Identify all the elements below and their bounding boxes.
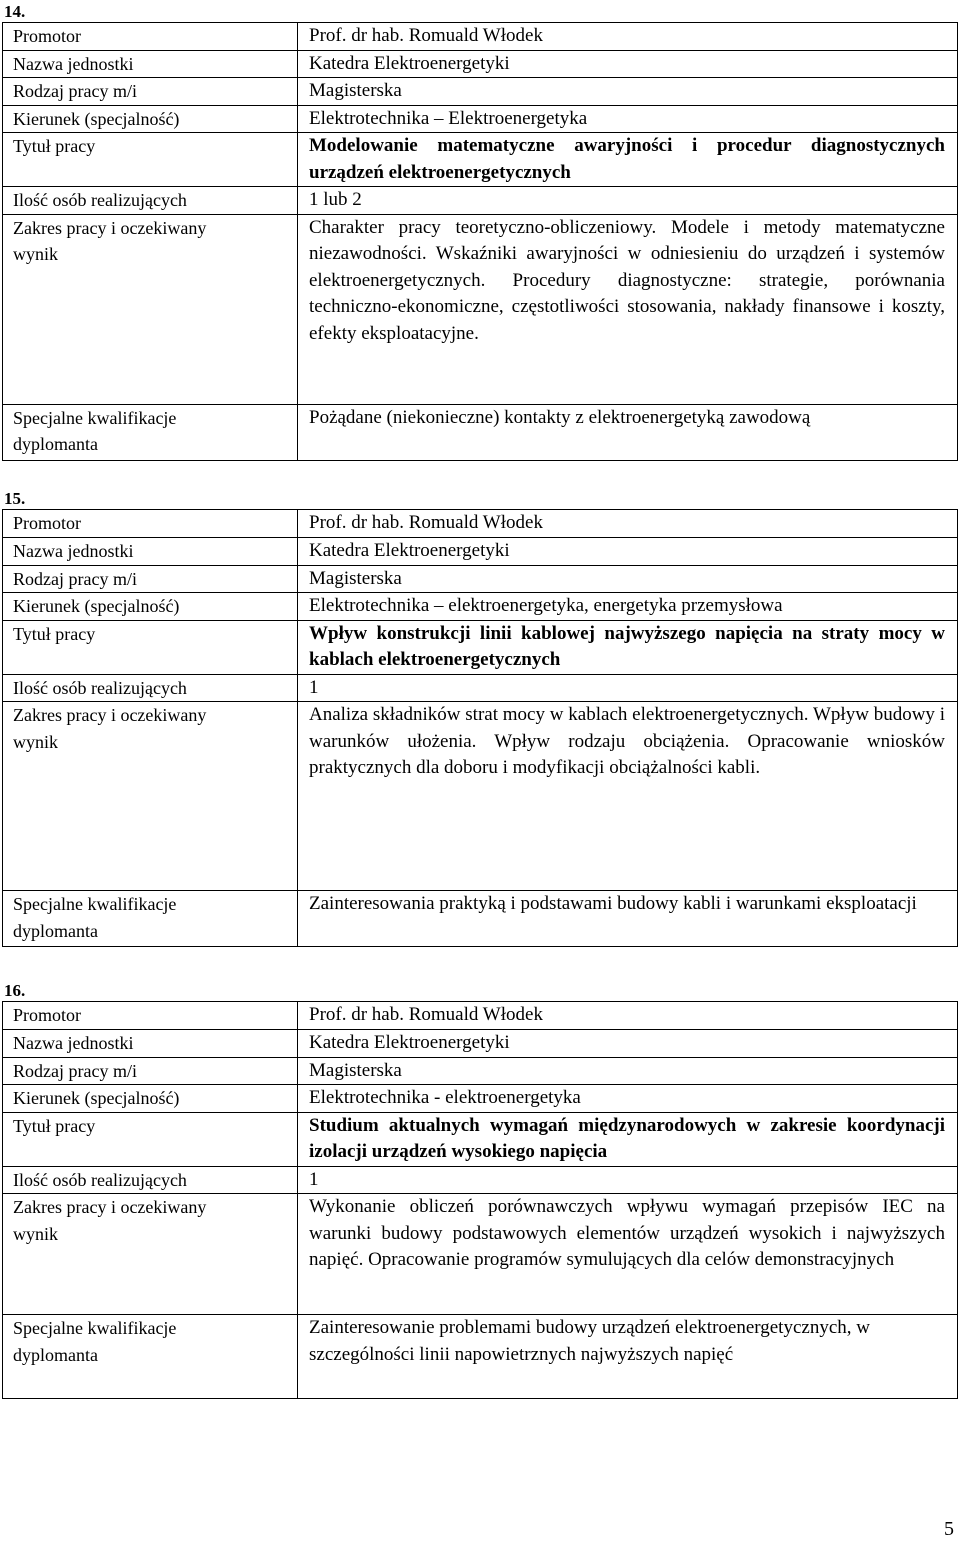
entry-number: 15.: [4, 489, 26, 508]
label-scope: [3, 1194, 298, 1315]
label-persons: Ilość osób realizujących: [3, 674, 298, 702]
label-type: Rodzaj pracy m/i: [3, 78, 298, 106]
value-title: Modelowanie matematyczne awaryjności i procedur diagnostycznych urządzeń elektroenergetycznych: [298, 133, 958, 187]
value-direction: Elektrotechnika – elektroenergetyka, energetyka przemysłowa: [298, 593, 958, 621]
label-scope-line1: Zakres pracy i oczekiwany: [13, 1197, 207, 1217]
label-unit: Nazwa jednostki: [3, 538, 298, 566]
entry-number: 14.: [4, 2, 26, 21]
thesis-table-15: [2, 509, 958, 947]
label-qual-line1: Specjalne kwalifikacje: [13, 407, 177, 428]
value-title: Studium aktualnych wymagań międzynarodowych w zakresie koordynacji izolacji urządzeń wysokiego napięcia: [298, 1112, 958, 1166]
label-unit: Nazwa jednostki: [3, 1030, 298, 1058]
label-persons: Ilość osób realizujących: [3, 1166, 298, 1194]
label-promotor: Promotor: [3, 23, 298, 51]
value-unit: Katedra Elektroenergetyki: [298, 50, 958, 78]
label-scope-line2: wynik: [13, 731, 58, 752]
value-type: Magisterska: [298, 78, 958, 106]
value-persons: 1: [298, 1166, 958, 1194]
label-qual-line2: dyplomanta: [13, 434, 98, 454]
value-type: Magisterska: [298, 565, 958, 593]
value-direction: Elektrotechnika – Elektroenergetyka: [298, 105, 958, 133]
label-scope-line2: wynik: [13, 1223, 58, 1244]
label-type: Rodzaj pracy m/i: [3, 1057, 298, 1085]
value-qualifications: Zainteresowania praktyką i podstawami budowy kabli i warunkami eksploatacji: [298, 891, 958, 947]
label-qual-line1: Specjalne kwalifikacje: [13, 894, 177, 914]
entry-number: 16.: [4, 981, 26, 1000]
value-promotor: Prof. dr hab. Romuald Włodek: [298, 510, 958, 538]
value-type: Magisterska: [298, 1057, 958, 1085]
thesis-table-16: [2, 1001, 958, 1399]
label-title: Tytuł pracy: [3, 620, 298, 674]
label-qual-line2: dyplomanta: [13, 920, 98, 941]
value-title: Wpływ konstrukcji linii kablowej najwyższego napięcia na straty mocy w kablach elektroenergetycznych: [298, 620, 958, 674]
label-direction: Kierunek (specjalność): [3, 1085, 298, 1113]
label-unit: Nazwa jednostki: [3, 50, 298, 78]
label-promotor: Promotor: [3, 1002, 298, 1030]
label-scope-line1: Zakres pracy i oczekiwany: [13, 217, 207, 238]
value-promotor: Prof. dr hab. Romuald Włodek: [298, 23, 958, 51]
label-qualifications: [3, 891, 298, 947]
label-qual-line1: Specjalne kwalifikacje: [13, 1318, 177, 1338]
thesis-table-14: [2, 22, 958, 461]
label-title: Tytuł pracy: [3, 1112, 298, 1166]
page-number: 5: [944, 1518, 954, 1540]
value-direction: Elektrotechnika - elektroenergetyka: [298, 1085, 958, 1113]
label-scope: [3, 214, 298, 404]
value-unit: Katedra Elektroenergetyki: [298, 1030, 958, 1058]
value-scope: Charakter pracy teoretyczno-obliczeniowy. Modele i metody matematyczne niezawodności. Wskaźniki awaryjności w odniesieniu do urządzeń i systemów elektroenergetycznych. Procedury diagnostyczne: strategie, porównania techniczno-ekonomiczne, częstotliwości stosowania, nakłady finansowe i koszty, efekty eksploatacyjne.: [298, 214, 958, 404]
value-qualifications: Pożądane (niekonieczne) kontakty z elektroenergetyką zawodową: [298, 404, 958, 460]
value-unit: Katedra Elektroenergetyki: [298, 538, 958, 566]
label-type: Rodzaj pracy m/i: [3, 565, 298, 593]
label-direction: Kierunek (specjalność): [3, 593, 298, 621]
value-persons: 1: [298, 674, 958, 702]
label-scope: [3, 702, 298, 891]
label-title: Tytuł pracy: [3, 133, 298, 187]
value-promotor: Prof. dr hab. Romuald Włodek: [298, 1002, 958, 1030]
value-persons: 1 lub 2: [298, 187, 958, 215]
label-qualifications: [3, 1315, 298, 1399]
label-scope-line2: wynik: [13, 244, 58, 264]
value-scope: Wykonanie obliczeń porównawczych wpływu wymagań przepisów IEC na warunki budowy podstawowych elementów urządzeń wysokich i najwyższych napięć. Opracowanie programów symulujących dla celów demonstracyjnych: [298, 1194, 958, 1315]
label-persons: Ilość osób realizujących: [3, 187, 298, 215]
label-qualifications: [3, 404, 298, 460]
label-promotor: Promotor: [3, 510, 298, 538]
value-scope: Analiza składników strat mocy w kablach elektroenergetycznych. Wpływ budowy i warunków ułożenia. Wpływ rodzaju obciążenia. Opracowanie wniosków praktycznych dla doboru i modyfikacji obciążalności kabli.: [298, 702, 958, 891]
value-qualifications: Zainteresowanie problemami budowy urządzeń elektroenergetycznych, w szczególności linii napowietrznych najwyższych napięć: [298, 1315, 958, 1399]
label-qual-line2: dyplomanta: [13, 1344, 98, 1365]
label-scope-line1: Zakres pracy i oczekiwany: [13, 705, 207, 725]
label-direction: Kierunek (specjalność): [3, 105, 298, 133]
